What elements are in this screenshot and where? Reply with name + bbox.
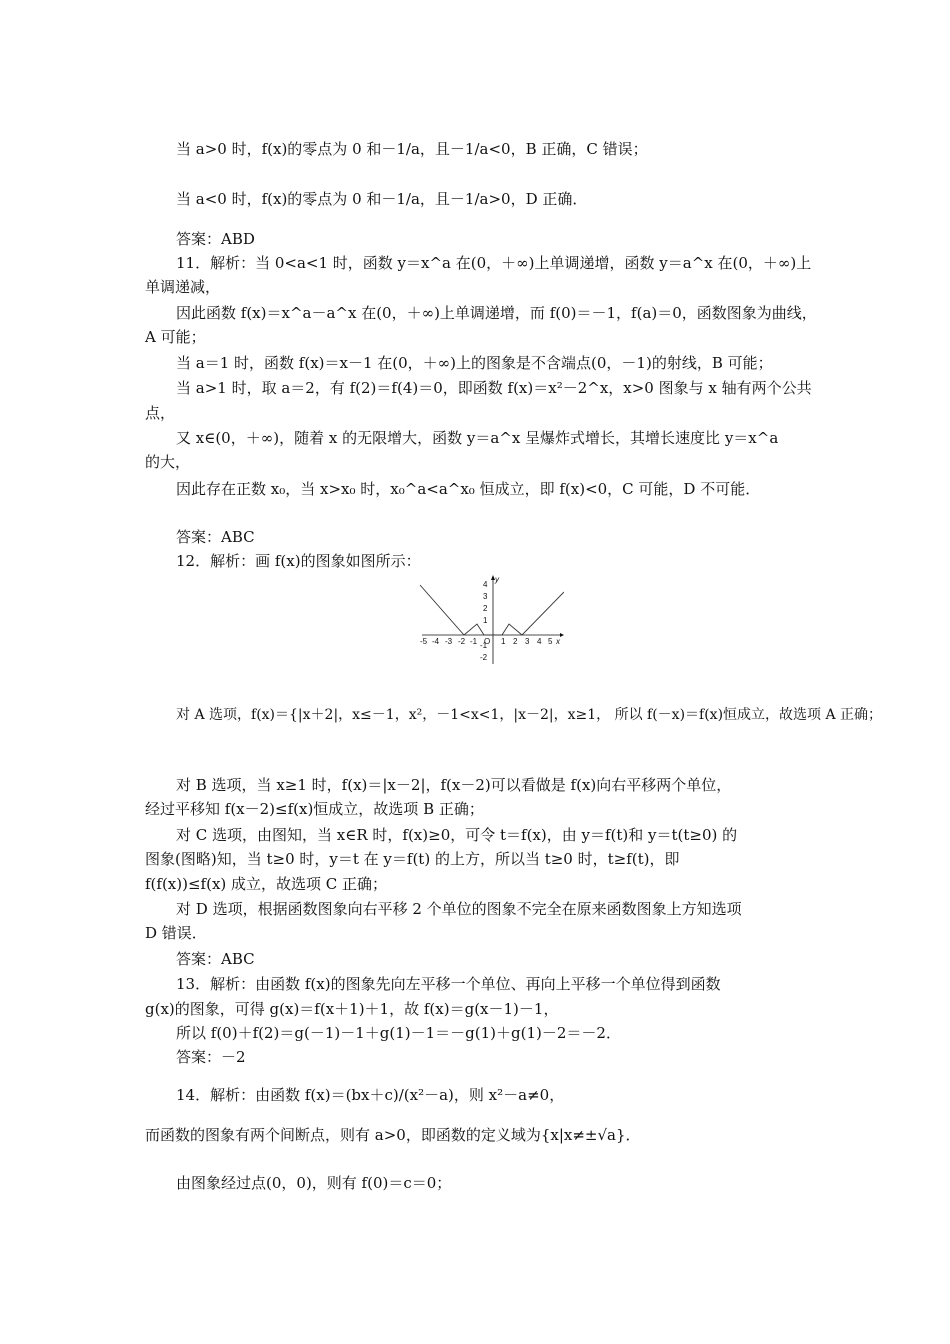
- answer-10: 答案：ABD: [176, 230, 255, 248]
- line-11-b: 单调递减，: [145, 278, 221, 296]
- x-tick-2: 2: [513, 637, 518, 646]
- y-tick-3: 3: [483, 592, 488, 601]
- line-12-c: 经过平移知 f(x－2)≤f(x)恒成立，故选项 B 正确；: [145, 800, 484, 818]
- line-11-i: 的大，: [145, 453, 191, 471]
- line-11-e: 当 a＝1 时，函数 f(x)＝x－1 在(0，＋∞)上的图象是不含端点(0，－1)的射线，B 可能；: [176, 354, 773, 372]
- line-14-a: 14．解析：由函数 f(x)＝(bx＋c)/(x²－a)，则 x²－a≠0，: [176, 1086, 565, 1104]
- function-graph: [418, 574, 564, 666]
- line-11-f: 当 a>1 时，取 a＝2，有 f(2)＝f(4)＝0，即函数 f(x)＝x²－2^x，x>0 图象与 x 轴有两个公共: [176, 379, 812, 397]
- line-2: 当 a<0 时，f(x)的零点为 0 和－1/a，且－1/a>0，D 正确．: [176, 190, 588, 208]
- x-tick-3: 3: [525, 637, 530, 646]
- line-12-d: 对 C 选项，由图知，当 x∈R 时，f(x)≥0，可令 t＝f(x)，由 y＝f(t)和 y＝t(t≥0) 的: [176, 826, 738, 844]
- answer-13: 答案：－2: [176, 1048, 246, 1066]
- line-12-e: 图象(图略)知，当 t≥0 时，y＝t 在 y＝f(t) 的上方，所以当 t≥0 时，t≥f(t)，即: [145, 850, 680, 868]
- line-12-f: f(f(x))≤f(x) 成立，故选项 C 正确；: [145, 875, 388, 893]
- x-tick-neg1: -1: [470, 637, 478, 646]
- y-tick-neg2: -2: [480, 653, 488, 662]
- line-13-b: g(x)的图象，可得 g(x)＝f(x＋1)＋1，故 f(x)＝g(x－1)－1，: [145, 1000, 559, 1018]
- x-tick-neg2: -2: [458, 637, 466, 646]
- x-tick-neg5: -5: [420, 637, 428, 646]
- x-tick-neg3: -3: [445, 637, 453, 646]
- line-12-b: 对 B 选项，当 x≥1 时，f(x)＝|x－2|，f(x－2)可以看做是 f(x)向右平移两个单位，: [176, 776, 732, 794]
- line-12-a: 12．解析：画 f(x)的图象如图所示：: [176, 552, 421, 570]
- line-12-g: 对 D 选项，根据函数图象向右平移 2 个单位的图象不完全在原来函数图象上方知选项: [176, 900, 742, 918]
- x-axis-label: x: [556, 637, 560, 646]
- line-11-c: 因此函数 f(x)＝x^a－a^x 在(0，＋∞)上单调递增，而 f(0)＝－1，f(a)＝0，函数图象为曲线，: [176, 304, 817, 322]
- answer-11: 答案：ABC: [176, 528, 255, 546]
- line-11-a: 11．解析：当 0<a<1 时，函数 y＝x^a 在(0，＋∞)上单调递增，函数 y＝a^x 在(0，＋∞)上: [176, 254, 812, 272]
- y-tick-1: 1: [483, 616, 488, 625]
- line-12-piecewise: 对 A 选项，f(x)＝{|x＋2|，x≤－1，x²，－1<x<1，|x－2|，x≥1， 所以 f(－x)＝f(x)恒成立，故选项 A 正确；: [176, 707, 883, 723]
- origin-label: O: [484, 637, 491, 646]
- x-tick-5: 5: [548, 637, 553, 646]
- line-11-g: 点，: [145, 404, 176, 422]
- x-tick-neg4: -4: [432, 637, 440, 646]
- line-13-c: 所以 f(0)＋f(2)＝g(－1)－1＋g(1)－1＝－g(1)＋g(1)－2＝－2．: [176, 1024, 621, 1042]
- y-tick-2: 2: [483, 604, 488, 613]
- y-tick-4: 4: [483, 580, 488, 589]
- x-tick-4: 4: [537, 637, 542, 646]
- x-tick-1: 1: [501, 637, 506, 646]
- line-14-c: 由图象经过点(0，0)，则有 f(0)＝c＝0；: [176, 1174, 452, 1192]
- line-1: 当 a>0 时，f(x)的零点为 0 和－1/a，且－1/a<0，B 正确，C 错误；: [176, 140, 648, 158]
- line-11-j: 因此存在正数 x₀，当 x>x₀ 时，x₀^a<a^x₀ 恒成立，即 f(x)<0，C 可能，D 不可能．: [176, 480, 761, 498]
- line-14-b: 而函数的图象有两个间断点，则有 a>0，即函数的定义域为{x|x≠±√a}．: [145, 1126, 641, 1144]
- y-tick-neg1: -1: [480, 641, 488, 650]
- y-axis-label: y: [495, 575, 499, 584]
- line-11-d: A 可能；: [145, 328, 206, 346]
- line-11-h: 又 x∈(0，＋∞)，随着 x 的无限增大，函数 y＝a^x 呈爆炸式增长，其增长速度比 y＝x^a: [176, 429, 779, 447]
- answer-12: 答案：ABC: [176, 950, 255, 968]
- line-12-h: D 错误．: [145, 924, 207, 942]
- line-13-a: 13．解析：由函数 f(x)的图象先向左平移一个单位、再向上平移一个单位得到函数: [176, 975, 721, 993]
